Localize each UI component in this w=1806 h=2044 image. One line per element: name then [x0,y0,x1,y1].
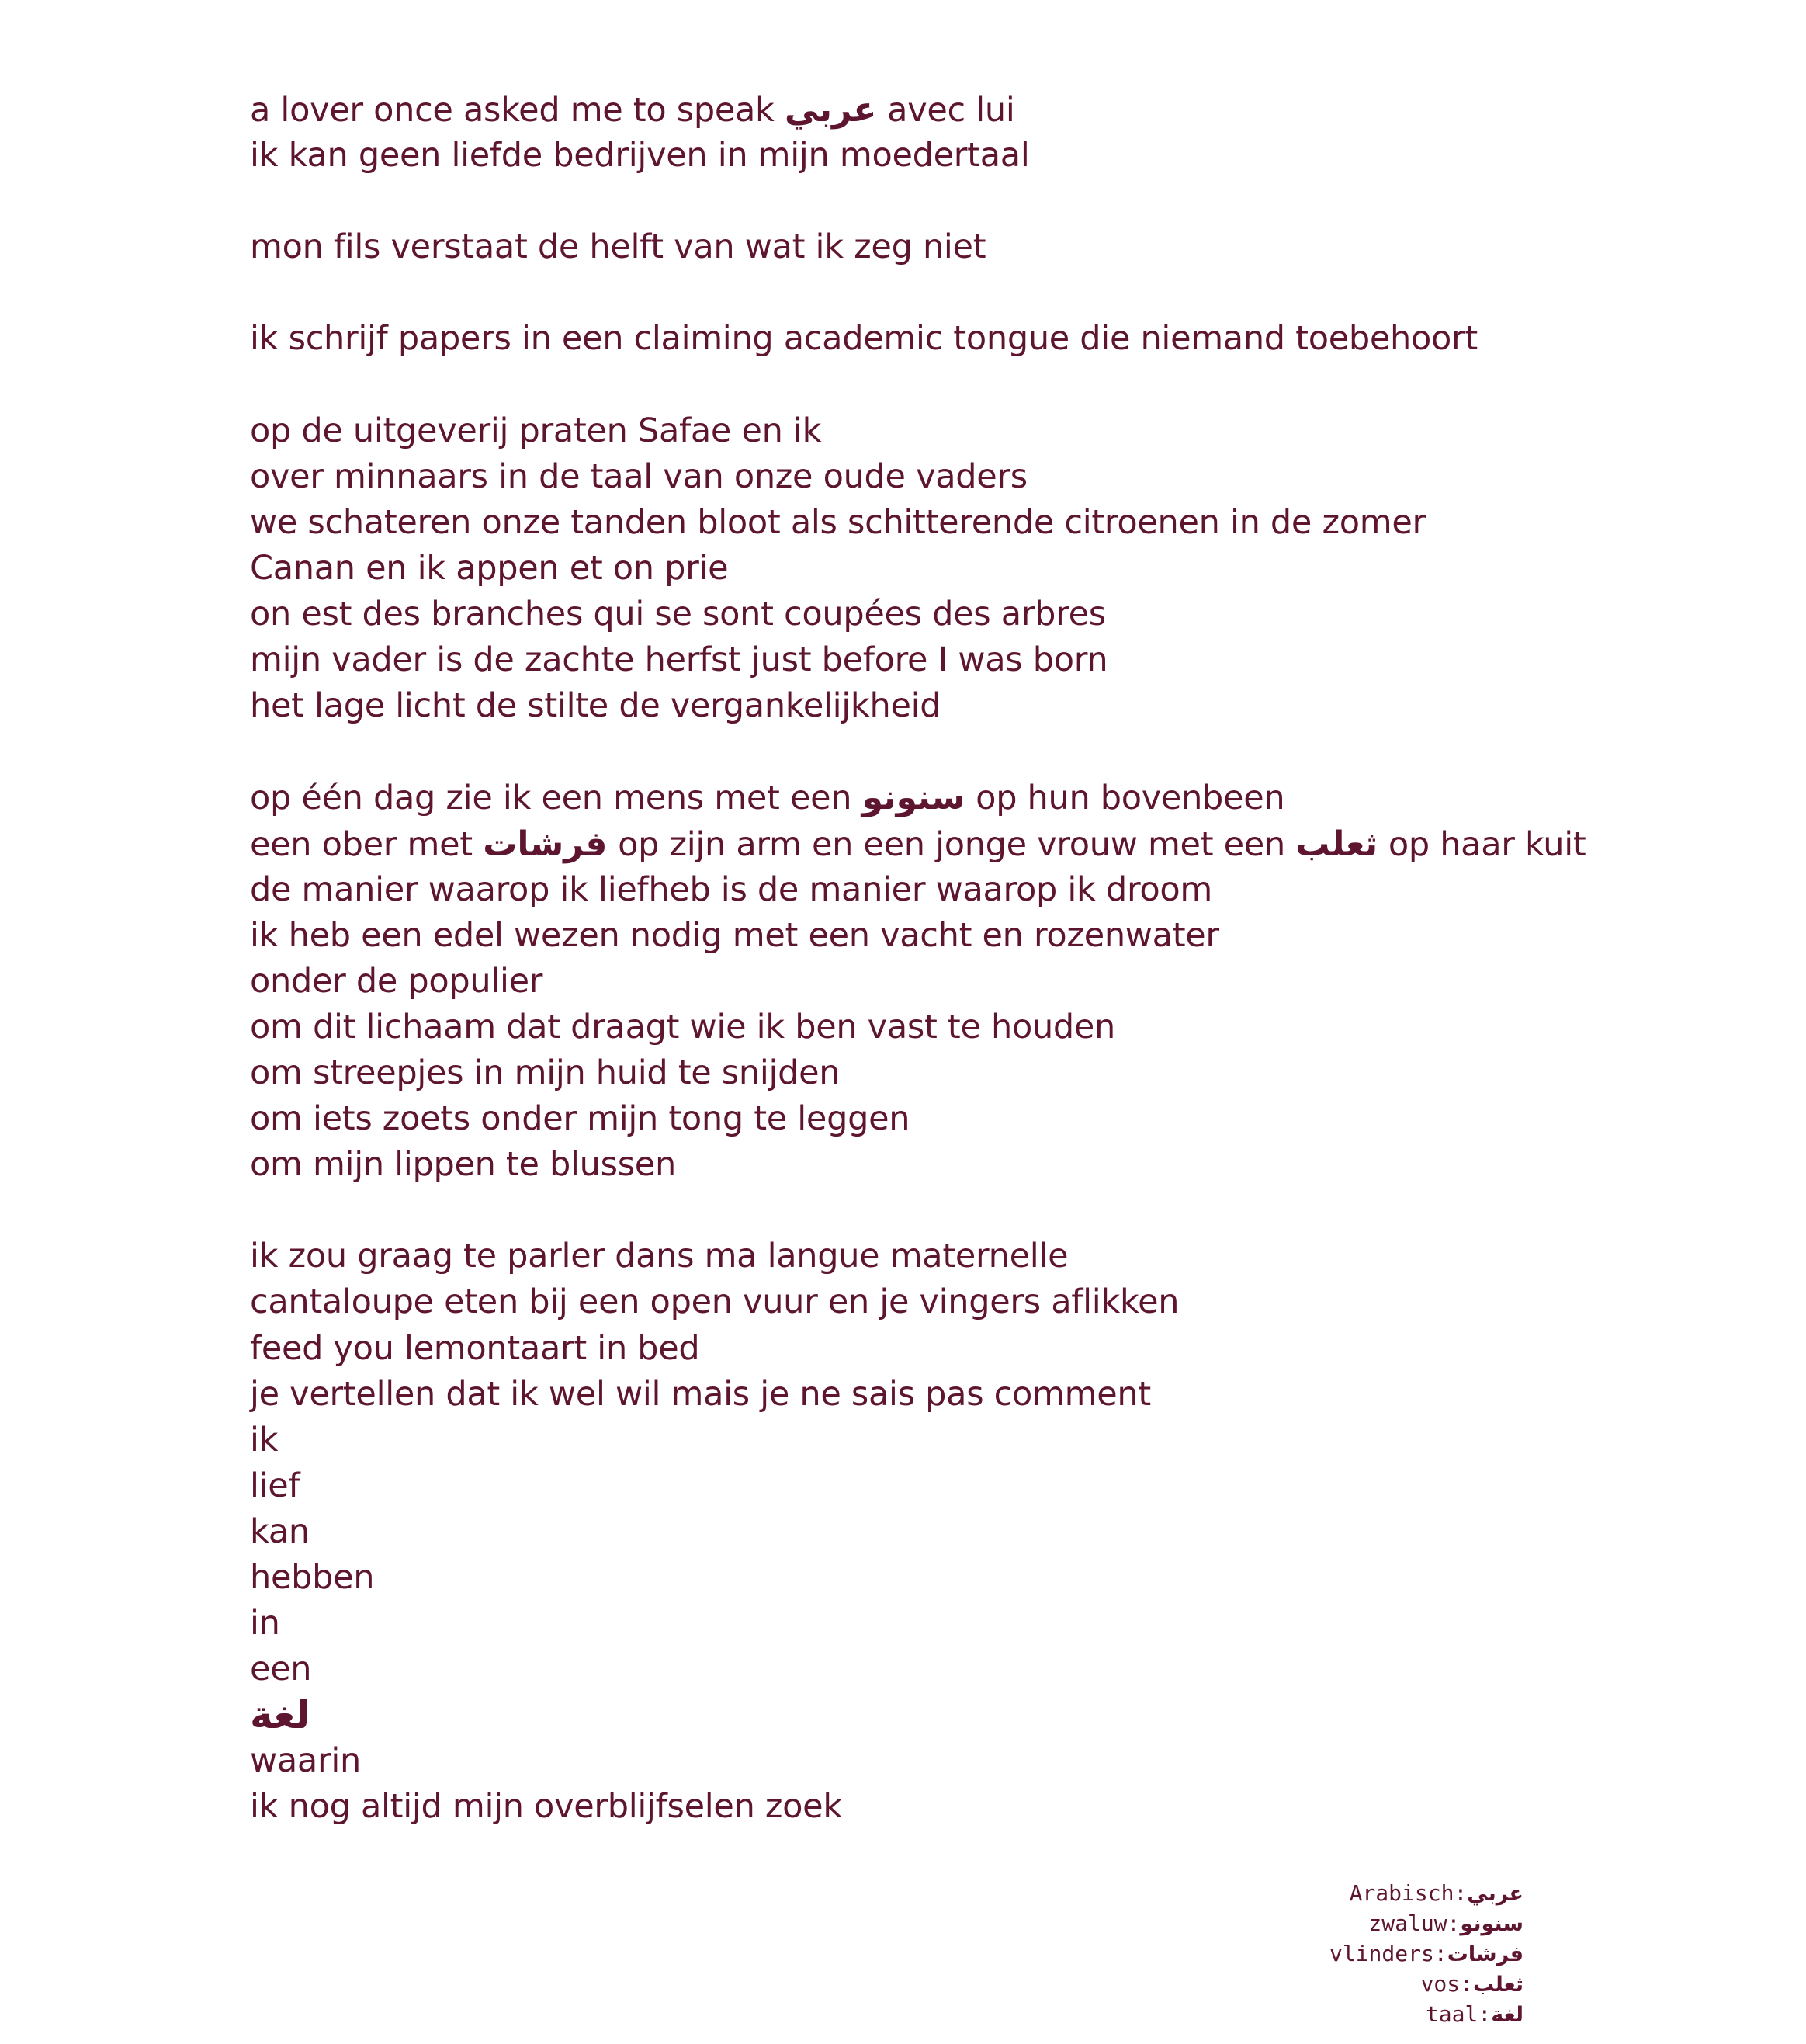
line-text: ik zou graag te parler dans ma langue maternelle [250,1237,1069,1276]
line-text: ik heb een edel wezen nodig met een vacht en rozenwater [250,915,1219,955]
poem-line [250,821,1608,867]
glossary-term: zwaluw: [1368,1910,1461,1936]
arabic-word: عربي [785,90,877,130]
line-text: mon fils verstaat de helft van wat ik zeg niet [250,227,986,267]
poem-line [250,1326,1608,1372]
line-text: a lover once asked me to speak [250,91,785,130]
line-text: op zijn arm en een jonge vrouw met een [607,824,1296,864]
glossary-arabic-word: لغة [1491,2003,1523,2027]
line-text: avec lui [876,91,1015,130]
line-text: cantaloupe eten bij een open vuur en je vingers aflikken [250,1282,1180,1322]
line-text: op hun bovenbeen [965,779,1285,818]
line-text: Canan en ik appen et on prie [250,548,729,588]
line-text: het lage licht de stilte de vergankelijkheid [250,686,941,726]
poem-line [250,1372,1608,1418]
glossary-arabic-word: فرشات [1447,1942,1523,1966]
glossary-term: vlinders: [1329,1941,1447,1966]
poem-line [250,1601,1608,1647]
poem-line [250,959,1608,1005]
poem-line [250,637,1608,683]
poem-line [250,683,1608,729]
glossary [1329,1879,1523,2030]
glossary-arabic-word: سنونو [1460,1912,1523,1936]
glossary-entry [1329,1969,1523,2000]
glossary-term: vos: [1420,1971,1474,1997]
poem-stanza [250,224,1608,270]
arabic-word: لغة [250,1692,310,1738]
poem-line [250,1647,1608,1692]
poem-body [250,87,1608,1831]
line-text: kan [250,1511,310,1551]
line-text: feed you lemontaart in bed [250,1328,700,1368]
line-text: we schateren onze tanden bloot als schitterende citroenen in de zomer [250,502,1426,542]
poem-line [250,1692,1608,1738]
poem-line [250,592,1608,637]
poem-line [250,316,1608,362]
poem-line [250,1279,1608,1325]
poem-line [250,1418,1608,1463]
poem-line [250,1050,1608,1096]
line-text: om dit lichaam dat draagt wie ik ben vast te houden [250,1007,1116,1046]
line-text: om iets zoets onder mijn tong te leggen [250,1099,910,1139]
poem-line [250,1738,1608,1784]
glossary-term: taal: [1425,2001,1492,2027]
line-text: ik [250,1420,279,1459]
line-text: een ober met [250,824,484,864]
poem-stanza [250,87,1608,179]
glossary-entry [1329,1939,1523,1969]
poem-line [250,1555,1608,1601]
line-text: on est des branches qui se sont coupées des arbres [250,595,1106,634]
line-text: mijn vader is de zachte herfst just before I was born [250,640,1108,680]
line-text: de manier waarop ik liefheb is de manier waarop ik droom [250,869,1213,909]
glossary-arabic-word: ثعلب [1473,1973,1523,1997]
poem-stanza [250,1234,1608,1830]
poem-line [250,454,1608,500]
line-text: over minnaars in de taal van onze oude vaders [250,456,1028,496]
poem-line [250,1142,1608,1188]
line-text: lief [250,1466,300,1505]
glossary-entry [1329,1909,1523,1939]
line-text: om streepjes in mijn huid te snijden [250,1053,841,1092]
line-text: onder de populier [250,961,543,1001]
poem-line [250,913,1608,959]
glossary-arabic-word: عربي [1467,1882,1523,1906]
line-text: op één dag zie ik een mens met een [250,779,862,818]
poem-line [250,408,1608,454]
arabic-word: فرشات [483,824,608,864]
line-text: ik kan geen liefde bedrijven in mijn moedertaal [250,136,1030,175]
glossary-term: Arabisch: [1349,1880,1468,1906]
arabic-word: ثعلب [1295,824,1378,864]
poem-line [250,1234,1608,1279]
line-text: ik nog altijd mijn overblijfselen zoek [250,1787,842,1827]
poem-line [250,546,1608,592]
poem-line [250,1096,1608,1142]
poem-stanza [250,775,1608,1188]
glossary-entry [1329,2000,1523,2030]
poem-line [250,224,1608,270]
poem-line [250,1784,1608,1830]
poem-stanza [250,408,1608,730]
poem-stanza [250,316,1608,362]
line-text: waarin [250,1741,361,1781]
poem-line [250,500,1608,546]
poem-line [250,1463,1608,1509]
line-text: hebben [250,1558,375,1597]
line-text: je vertellen dat ik wel wil mais je ne sais pas comment [250,1374,1151,1414]
poem-line [250,87,1608,133]
line-text: op de uitgeverij praten Safae en ik [250,411,822,450]
poem-line [250,1509,1608,1555]
poem-line [250,1005,1608,1050]
line-text: ik schrijf papers in een claiming academic tongue die niemand toebehoort [250,319,1478,359]
poem-line [250,133,1608,179]
line-text: een [250,1650,312,1689]
glossary-entry [1329,1879,1523,1909]
poem-line [250,775,1608,821]
line-text: om mijn lippen te blussen [250,1145,676,1185]
line-text: op haar kuit [1378,824,1586,864]
poem-line [250,867,1608,913]
line-text: in [250,1604,280,1643]
arabic-word: سنونو [861,778,965,818]
